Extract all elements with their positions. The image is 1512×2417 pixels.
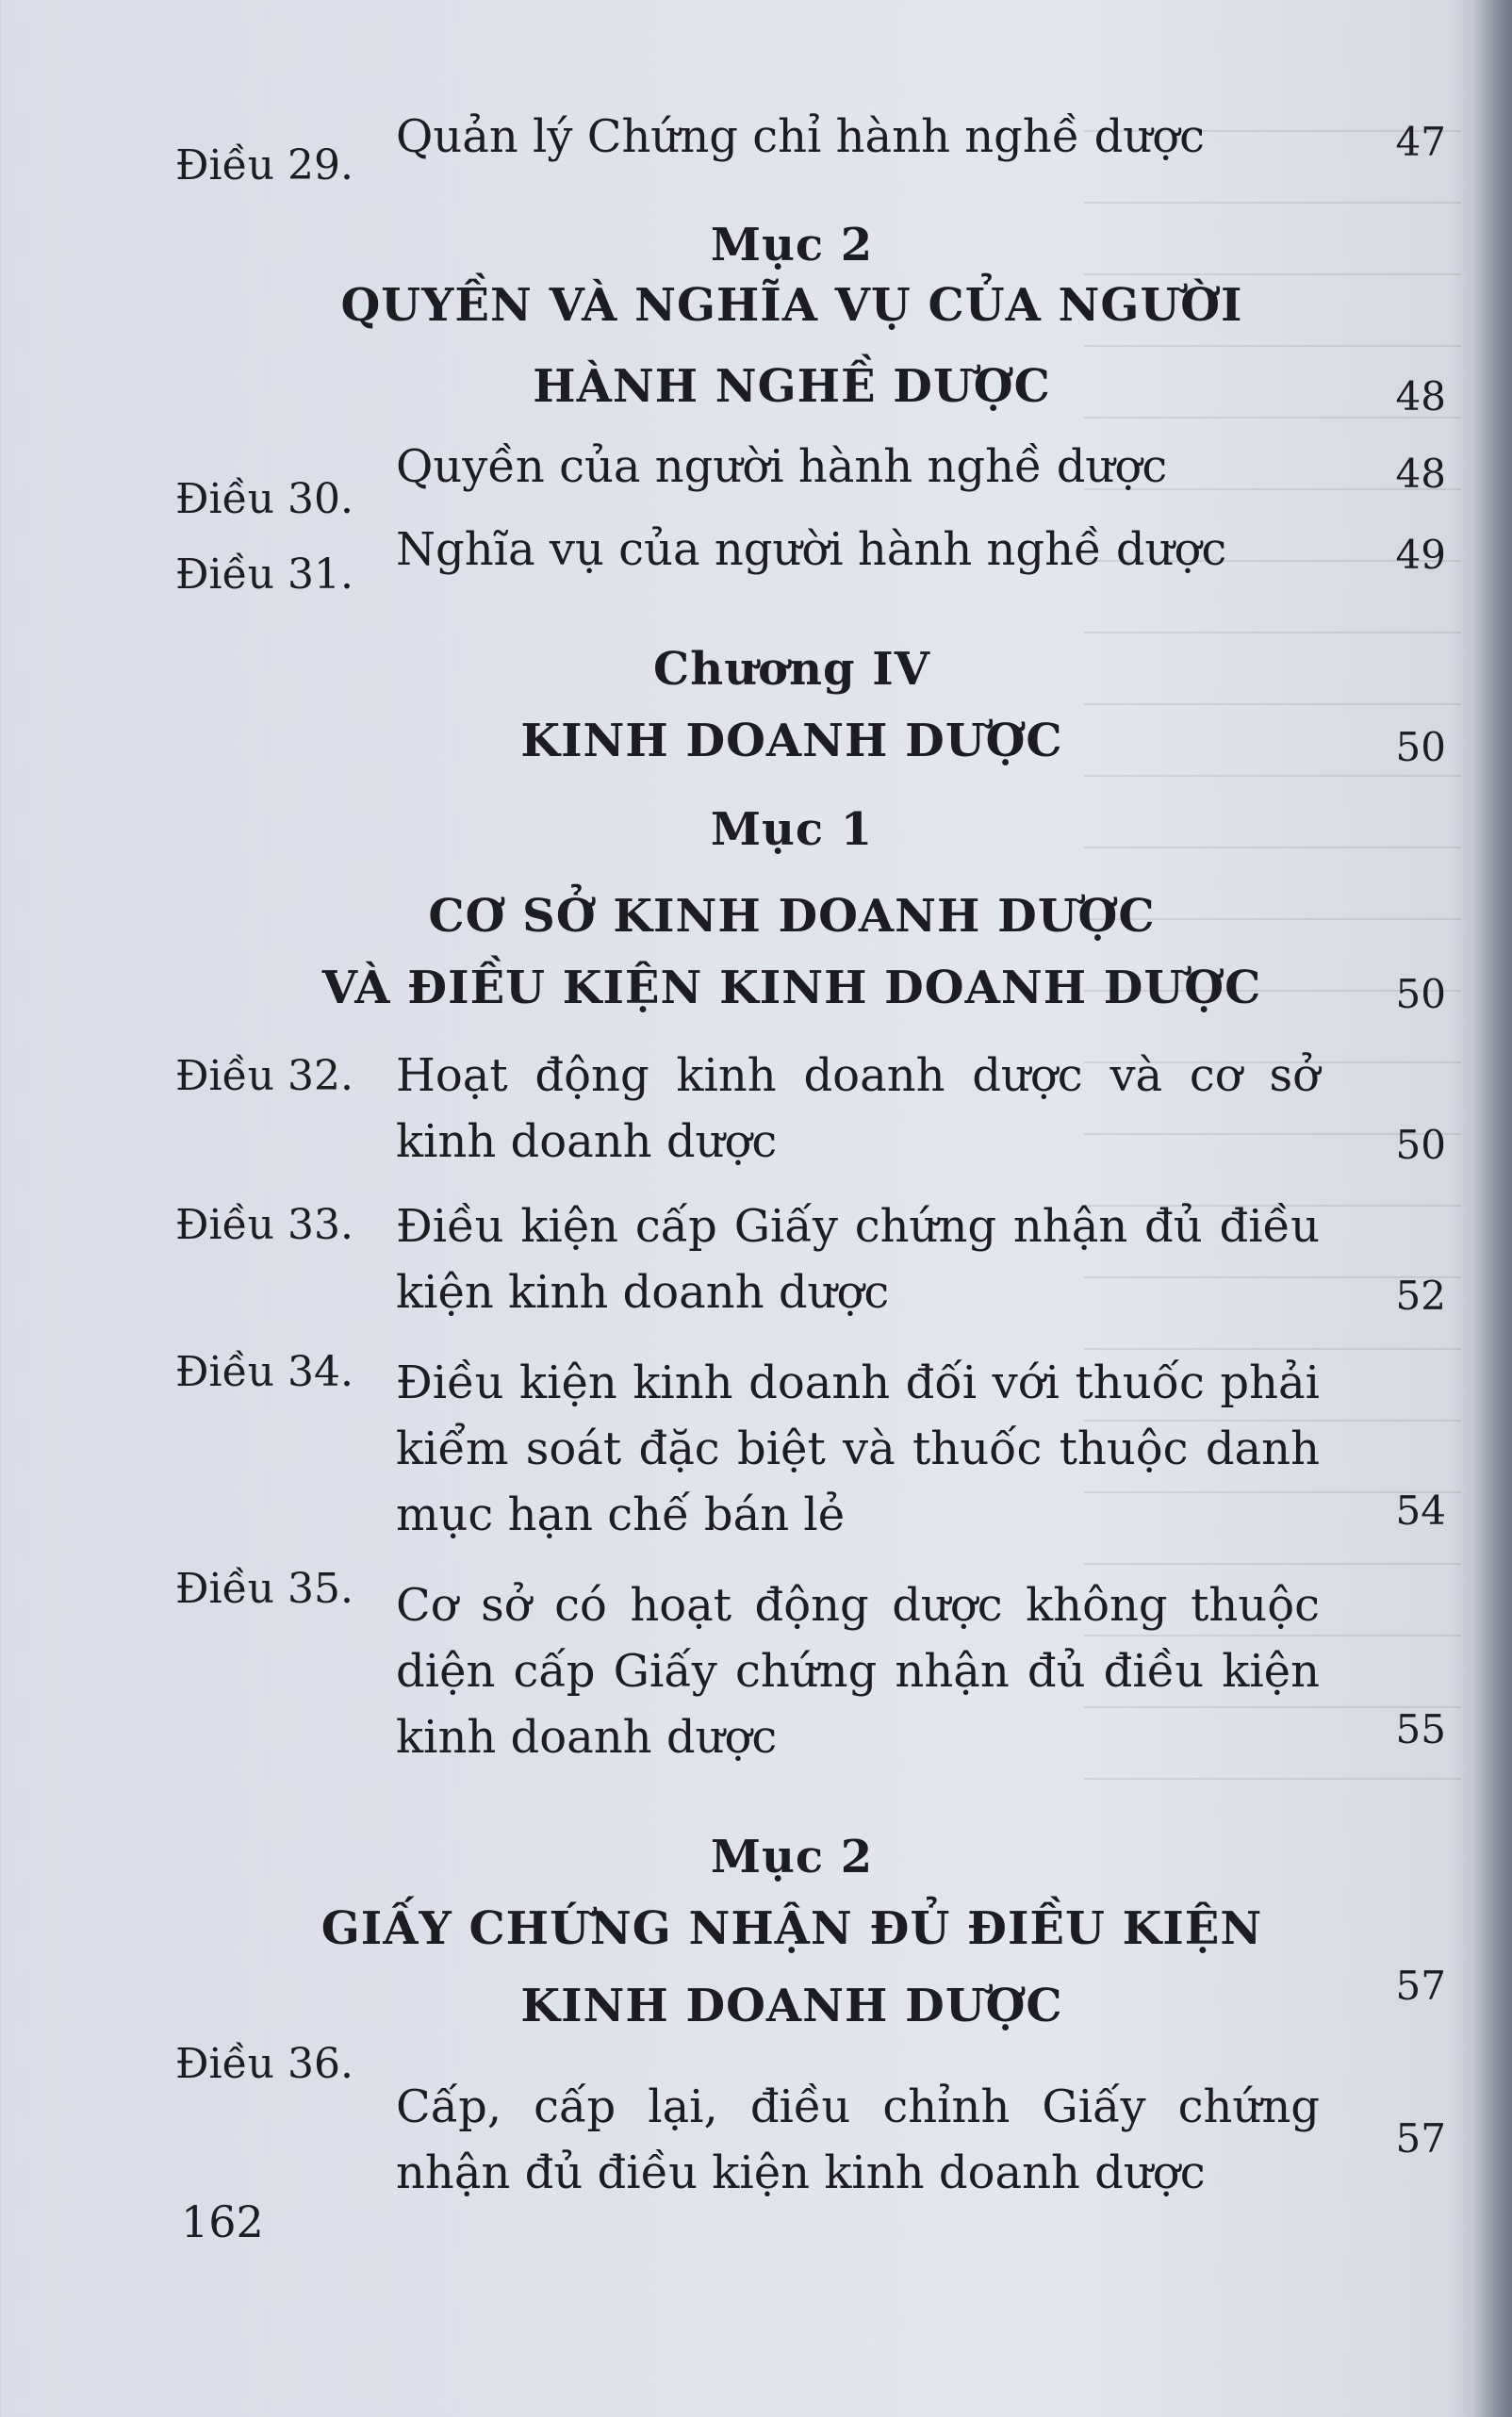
page-number: 47	[1395, 119, 1446, 165]
page-number: 57	[1395, 1963, 1446, 2009]
article-title: Điều kiện kinh doanh đối với thuốc phải kiểm soát đặc biệt và thuốc thuộc danh mục hạn chế bán lẻ	[396, 1356, 1320, 1541]
article-number: Điều 32.	[175, 1052, 353, 1100]
section-title: HÀNH NGHỀ DƯỢC	[533, 360, 1051, 413]
page-number: 50	[1395, 724, 1446, 770]
article-title: Hoạt động kinh doanh dược và cơ sở kinh doanh dược	[396, 1049, 1320, 1168]
article-title: Điều kiện cấp Giấy chứng nhận đủ điều kiện kinh doanh dược	[396, 1200, 1320, 1319]
article-number: Điều 29.	[175, 141, 353, 189]
page-number: 49	[1395, 532, 1446, 578]
section-title: QUYỀN VÀ NGHĨA VỤ CỦA NGƯỜI	[340, 279, 1243, 332]
section-title: GIẤY CHỨNG NHẬN ĐỦ ĐIỀU KIỆN	[320, 1902, 1263, 1955]
section-label: Mục 1	[710, 803, 874, 856]
section-title: VÀ ĐIỀU KIỆN KINH DOANH DƯỢC	[321, 962, 1262, 1014]
folio-page-number: 162	[181, 2196, 264, 2247]
page-number: 52	[1395, 1273, 1446, 1319]
article-title: Quyền của người hành nghề dược	[396, 440, 1168, 493]
chapter-label: Chương IV	[653, 643, 930, 696]
article-number: Điều 33.	[175, 1201, 353, 1249]
page-number: 50	[1395, 1122, 1446, 1168]
chapter-title: KINH DOANH DƯỢC	[520, 715, 1063, 767]
article-title: Nghĩa vụ của người hành nghề dược	[396, 523, 1227, 576]
page-number: 48	[1395, 451, 1446, 497]
article-number: Điều 36.	[175, 2040, 353, 2088]
article-number: Điều 34.	[175, 1348, 353, 1396]
article-title: Quản lý Chứng chỉ hành nghề dược	[396, 110, 1206, 163]
page-number: 48	[1395, 373, 1446, 419]
article-number: Điều 31.	[175, 551, 353, 599]
article-title: Cấp, cấp lại, điều chỉnh Giấy chứng nhận đủ điều kiện kinh doanh dược	[396, 2080, 1320, 2199]
article-number: Điều 35.	[175, 1565, 353, 1613]
section-label: Mục 2	[710, 219, 874, 271]
page-number: 54	[1395, 1488, 1446, 1534]
page-number: 50	[1395, 971, 1446, 1017]
article-number: Điều 30.	[175, 475, 353, 523]
page-number: 55	[1395, 1706, 1446, 1752]
section-title: KINH DOANH DƯỢC	[520, 1980, 1063, 2032]
page-number: 57	[1395, 2115, 1446, 2162]
article-title: Cơ sở có hoạt động dược không thuộc diện cấp Giấy chứng nhận đủ điều kiện kinh doanh dược	[396, 1579, 1320, 1764]
section-title: CƠ SỞ KINH DOANH DƯỢC	[428, 890, 1156, 943]
section-label: Mục 2	[710, 1831, 874, 1883]
